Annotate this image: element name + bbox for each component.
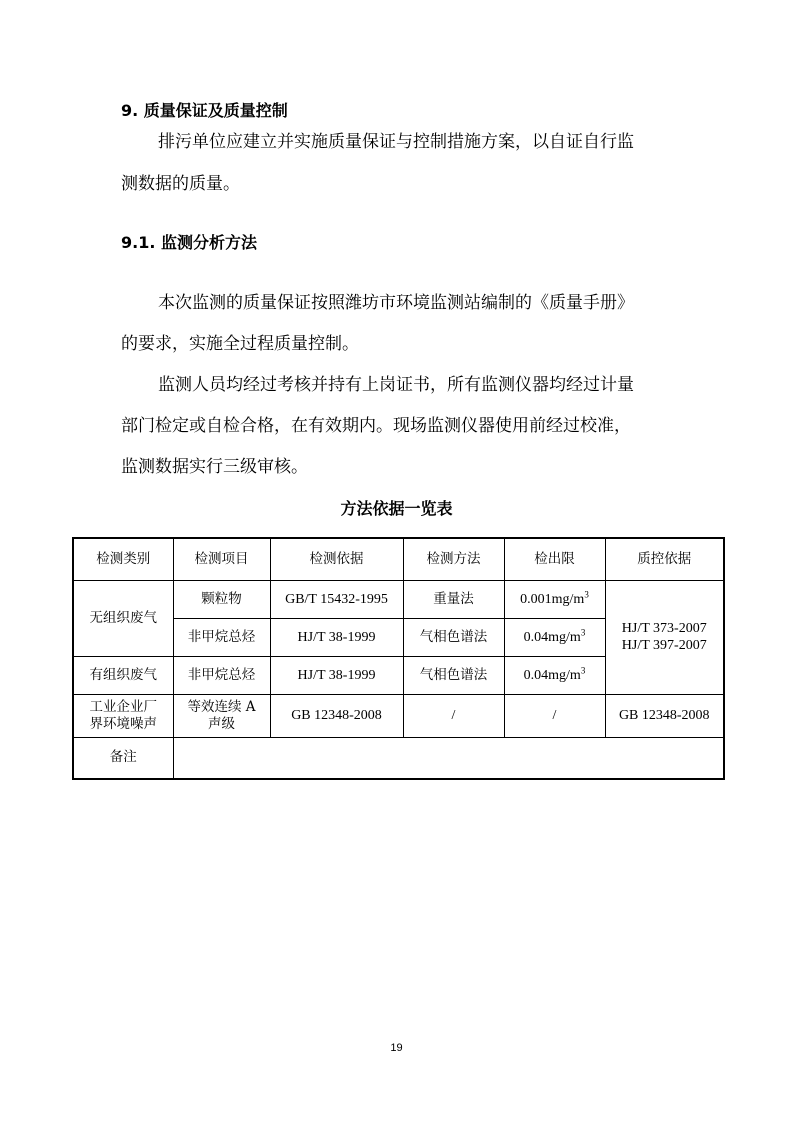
subsection-heading: 9.1. 监测分析方法 (121, 233, 257, 252)
cell-limit (504, 580, 605, 618)
cell-category (73, 694, 173, 737)
paragraph-2-line1: 监测人员均经过考核并持有上岗证书，所有监测仪器均经过计量 (158, 375, 634, 395)
cell-basis: GB/T 15432-1995 (270, 580, 403, 618)
cell-method: / (403, 694, 504, 737)
limit-superscript: 3 (580, 626, 586, 637)
cell-category: 有组织废气 (73, 656, 173, 694)
table-header-row (73, 538, 724, 580)
cell-basis: HJ/T 38-1999 (270, 656, 403, 694)
table-row (73, 694, 724, 737)
table-row (73, 580, 724, 618)
cell-limit (504, 618, 605, 656)
methods-table (72, 537, 725, 780)
table-title: 方法依据一览表 (340, 499, 453, 518)
qc-gas-line2: HJ/T 397-2007 (621, 638, 707, 653)
section-intro-line2: 测数据的质量。 (121, 174, 240, 194)
cell-item: 颗粒物 (173, 580, 270, 618)
cell-method: 气相色谱法 (403, 656, 504, 694)
item-line2: 声级 (208, 715, 235, 732)
header-method: 检测方法 (403, 538, 504, 580)
page-number: 19 (390, 1042, 403, 1054)
limit-value: 0.04mg/m (523, 667, 581, 683)
paragraph-2-line2: 部门检定或自检合格，在有效期内。现场监测仪器使用前经过校准， (121, 416, 631, 436)
cell-item: 非甲烷总烃 (173, 656, 270, 694)
remarks-value (173, 737, 724, 779)
category-line1: 工业企业厂 (89, 698, 157, 715)
cell-method: 气相色谱法 (403, 618, 504, 656)
cell-basis: GB 12348-2008 (270, 694, 403, 737)
qc-gas-line1: HJ/T 373-2007 (621, 621, 707, 636)
limit-superscript: 3 (584, 588, 589, 599)
cell-qc-gas (605, 580, 724, 694)
limit-value: 0.001mg/m (520, 591, 585, 607)
item-line1: 等效连续 A (187, 698, 256, 715)
paragraph-1-line2: 的要求，实施全过程质量控制。 (121, 334, 359, 354)
cell-qc: GB 12348-2008 (605, 694, 724, 737)
cell-basis: HJ/T 38-1999 (270, 618, 403, 656)
paragraph-1-line1: 本次监测的质量保证按照潍坊市环境监测站编制的《质量手册》 (158, 293, 634, 313)
cell-item (173, 694, 270, 737)
paragraph-2-line3: 监测数据实行三级审核。 (121, 457, 308, 477)
limit-superscript: 3 (580, 664, 586, 675)
cell-method: 重量法 (403, 580, 504, 618)
header-limit: 检出限 (504, 538, 605, 580)
cell-limit (504, 656, 605, 694)
remarks-row (73, 737, 724, 779)
cell-category: 无组织废气 (73, 580, 173, 656)
cell-limit: / (504, 694, 605, 737)
header-category: 检测类别 (73, 538, 173, 580)
header-qc: 质控依据 (605, 538, 724, 580)
limit-value: 0.04mg/m (523, 629, 581, 645)
remarks-label: 备注 (73, 737, 173, 779)
category-line2: 界环境噪声 (89, 715, 157, 732)
header-basis: 检测依据 (270, 538, 403, 580)
cell-item: 非甲烷总烃 (173, 618, 270, 656)
section-heading: 9. 质量保证及质量控制 (121, 101, 288, 120)
section-intro-line1: 排污单位应建立并实施质量保证与控制措施方案，以自证自行监 (158, 132, 634, 152)
header-item: 检测项目 (173, 538, 270, 580)
